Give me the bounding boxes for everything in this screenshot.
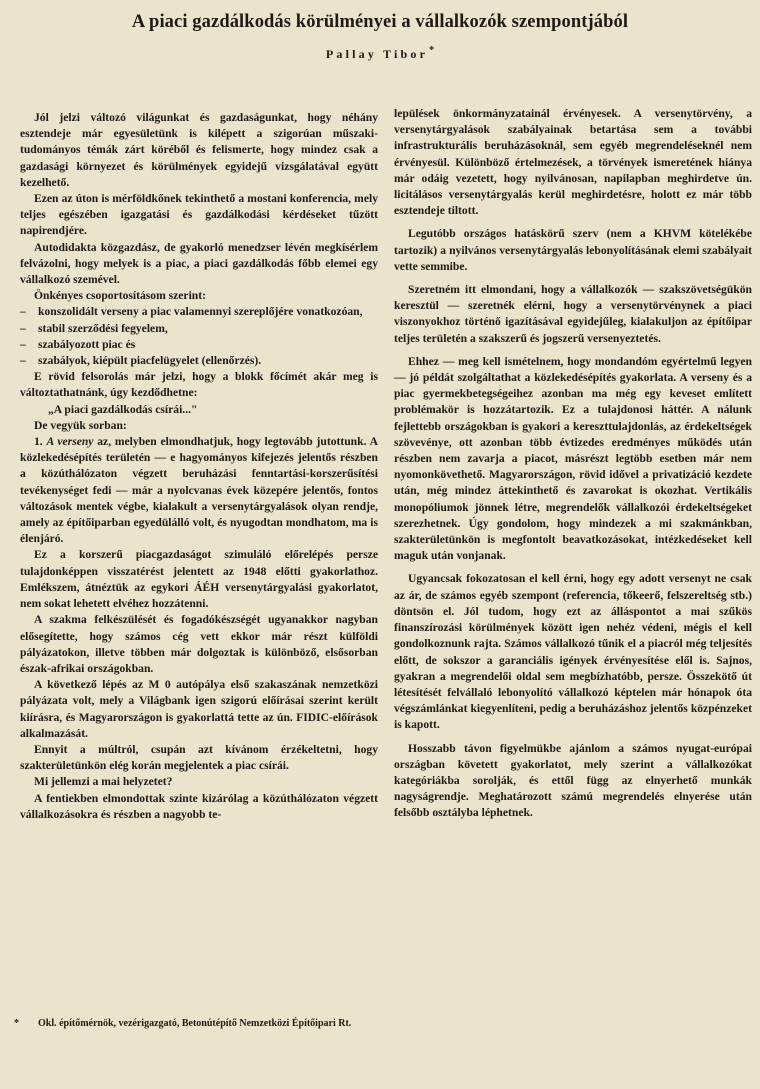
paragraph: Ennyit a múltról, csupán azt kívánom érzékeltetni, hogy szakterületünkön elég korán megjelentek a piac csírái. [20,742,378,773]
list-dash: – [20,337,26,351]
paragraph-text: az, melyben elmondhatjuk, hogy legtovább jutottunk. A közlekedésépítés területén — e hagyományos kifejezés jelentős részben a közúthálózaton végzett beruházási fenntartási-korszerűsítési tevékenységet fedi — már a nyolcvanas évek közepére jelentős, fontos változások mentek végbe, kialakult a versenytárgyalások olyan rendje, amely az építőiparban egyedülálló volt, és nyugodtan mondhatom, ma is élenjáró. [20,435,378,546]
paragraph: E rövid felsorolás már jelzi, hogy a blokk főcímét akár meg is változtathatnánk, úgy kezdődhetne: [20,370,378,400]
list-item-text: szabályok, kiépült piacfelügyelet (ellenőrzés). [38,354,262,368]
article-author [0,45,760,62]
list-item-text: konszolidált verseny a piac valamennyi szereplőjére vonatkozóan, [38,305,363,319]
paragraph: Ez a korszerű piacgazdaságot szimuláló előrelépés persze tulajdonképpen visszatérést jelentett az 1948 előtti gyakorlathoz. Emlékszem, átnéztük az egykori ÁÉH versenytárgyalási gyakorlatot, nem sokat lehetett elvéhez hozzátenni. [20,548,378,611]
paragraph: lepülések önkormányzatainál érvényesek. A versenytörvény, a versenytárgyalások szabályainak betartása sem a további infrastrukturális beruházásoknál, sem egyéb megrendeléseknél nem érvényesül. Különböző értelmezések, a törvények ismeretének hiánya már odáig vezetett, hogy nyilvánosan, napilapban meghirdetve ún. licitálásos versenytárgyalás kerül meghirdetésre, holott ez már több esztendeje tiltott. [394,107,752,218]
paragraph: A fentiekben elmondottak szinte kizárólag a közúthálózaton végzett vállalkozásokra és részben a nagyobb te- [20,791,378,821]
article-title: A piaci gazdálkodás körülményei a vállalkozók szempontjából [131,12,629,32]
paragraph: Jól jelzi változó világunkat és gazdaságunkat, hogy néhány esztendeje már egyesületünk is kilépett a szigorúan műszaki-tudományos témák zárt köréből és felismerte, hogy mindez csak a gazdasági környezet és körülmények egyidejű vizsgálatával együtt kezelhető. [20,111,378,189]
quoted-title: „A piaci gazdálkodás csírái..." [48,402,198,416]
list-dash: – [20,305,26,319]
left-column [20,110,378,823]
emphasized-term: A verseny [46,435,94,449]
paragraph: Ezen az úton is mérföldkőnek tekinthető a mostani konferencia, mely teljes egészében igazgatási és gazdálkodási kérdéseket tűzött napirendjére. [20,192,378,238]
footnote-text: Okl. építőmérnök, vezérigazgató, Betonútépítő Nemzetközi Építőipari Rt. [38,1018,352,1029]
list-item [20,353,378,369]
paragraph: Ugyancsak fokozatosan el kell érni, hogy egy adott versenyt ne csak az ár, de számos egyéb szempont (referencia, tőkeerő, felszereltség stb.) döntsön el. Jól tudom, hogy ezt az álláspontot a mai szűkös finanszírozási körülmények között igen nehéz védeni, mégis el kell gondolkoznunk rajta. Számos vállalkozó tűnik el a piacról még teljesítés előtt, de sokszor a garanciális igények érvényesítése elől is. Sajnos, gyakran a megrendelői oldal sem megbízhatóbb, persze. Összekötő út létesítését felvállaló lebonyolító vállalkozó képtelen már hónapok óta végszámlánkat kiegyenlíteni, pedig a beruházáshoz jelentős közpénzeket is kapott. [394,572,752,732]
right-column [394,106,752,822]
list-item [20,321,378,337]
paragraph: Autodidakta közgazdász, de gyakorló menedzser lévén megkísérlem felvázolni, hogy melyek is a piac, a piaci gazdálkodás főbb elemei egy vállalkozó szemével. [20,240,378,287]
paragraph: Szeretném itt elmondani, hogy a vállalkozók — szakszövetségükön keresztül — szeretnék elérni, hogy a versenytörvénynek a piaci viszonyokhoz történő igazításával egyidejűleg, kialakuljon az építőipar teljes területén a szakszerű és jogszerű versenyeztetés. [394,283,752,345]
author-footnote-mark: * [429,45,435,56]
list-item [20,304,378,320]
footnote [14,1018,734,1029]
paragraph: A szakma felkészülését és fogadókészségét ugyanakkor nagyban elősegítette, hogy számos cég vett ekkor már részt külföldi pályázatokon, illetve többen már dolgoztak is különböző, elsősorban észak-afrikai országokban. [20,613,378,675]
paragraph: Mi jellemzi a mai helyzetet? [34,775,173,789]
criteria-list [20,304,378,369]
author-name: Pallay Tibor [325,47,429,61]
footnote-mark: * [14,1018,19,1029]
paragraph: Ehhez — meg kell ismételnem, hogy mondandóm egyértelmű legyen — jó példát szolgáltathat a közlekedésépítés gyakorlata. A verseny és a piac gyermekbetegségeihez azonban ma még egy keveset említett problémakör is hozzátartozik. Ez a tulajdonosi háttér. A nálunk fejlettebb országokban is gyakori a kereszttulajdonlás, az érdekeltségek szövevénye, ott azonban több évtizedes eredményes működés után részben nem zavarja a piacot, másrészt legtöbb esetben már nem nyomonkövethető. Magyarországon, rövid idővel a privatizáció kezdete után, még mindez áttekinthető és zavarokat is okozhat. Vertikális monopóliumok jönnek létre, megrendelők vállalkozói érdekeltségeket szerezhetnek. Úgy gondolom, hogy mindezek a mi szakmánkban, szakterületünkön is megfontolt beavatkozásokat, intézkedéseket kell maguk után vonjanak. [394,354,752,563]
paragraph-number: 1. [34,435,43,449]
paragraph: Önkényes csoportosításom szerint: [34,289,206,303]
paragraph: A következő lépés az M 0 autópálya első szakaszának nemzetközi pályázata volt, mely a Világbank igen szigorú előírásai szerint került kiírásra, és Magyarországon is gyakorlattá tette az ún. FIDIC-előírások alkalmazását. [20,678,378,740]
paragraph: Hosszabb távon figyelmükbe ajánlom a számos nyugat-európai országban követett gyakorlatot, mely szerint a vállalkozókat kategóriákba sorolják, és ettől függ az elnyerhető munkák nagyságrendje. Meghatározott számú megrendelés elnyerése után felsőbb osztályba léphetnek. [394,741,752,820]
paragraph: De vegyük sorban: [34,418,127,432]
numbered-paragraph [20,434,378,547]
list-item [20,337,378,353]
list-dash: – [20,354,26,368]
paragraph: Legutóbb országos hatáskörű szerv (nem a KHVM kötelékébe tartozik) a nyilvános versenytárgyalás lebonyolításának elemi szabályait vette semmibe. [394,227,752,273]
list-item-text: stabil szerződési fegyelem, [38,321,168,335]
list-item-text: szabályozott piac és [38,337,136,351]
list-dash: – [20,321,26,335]
